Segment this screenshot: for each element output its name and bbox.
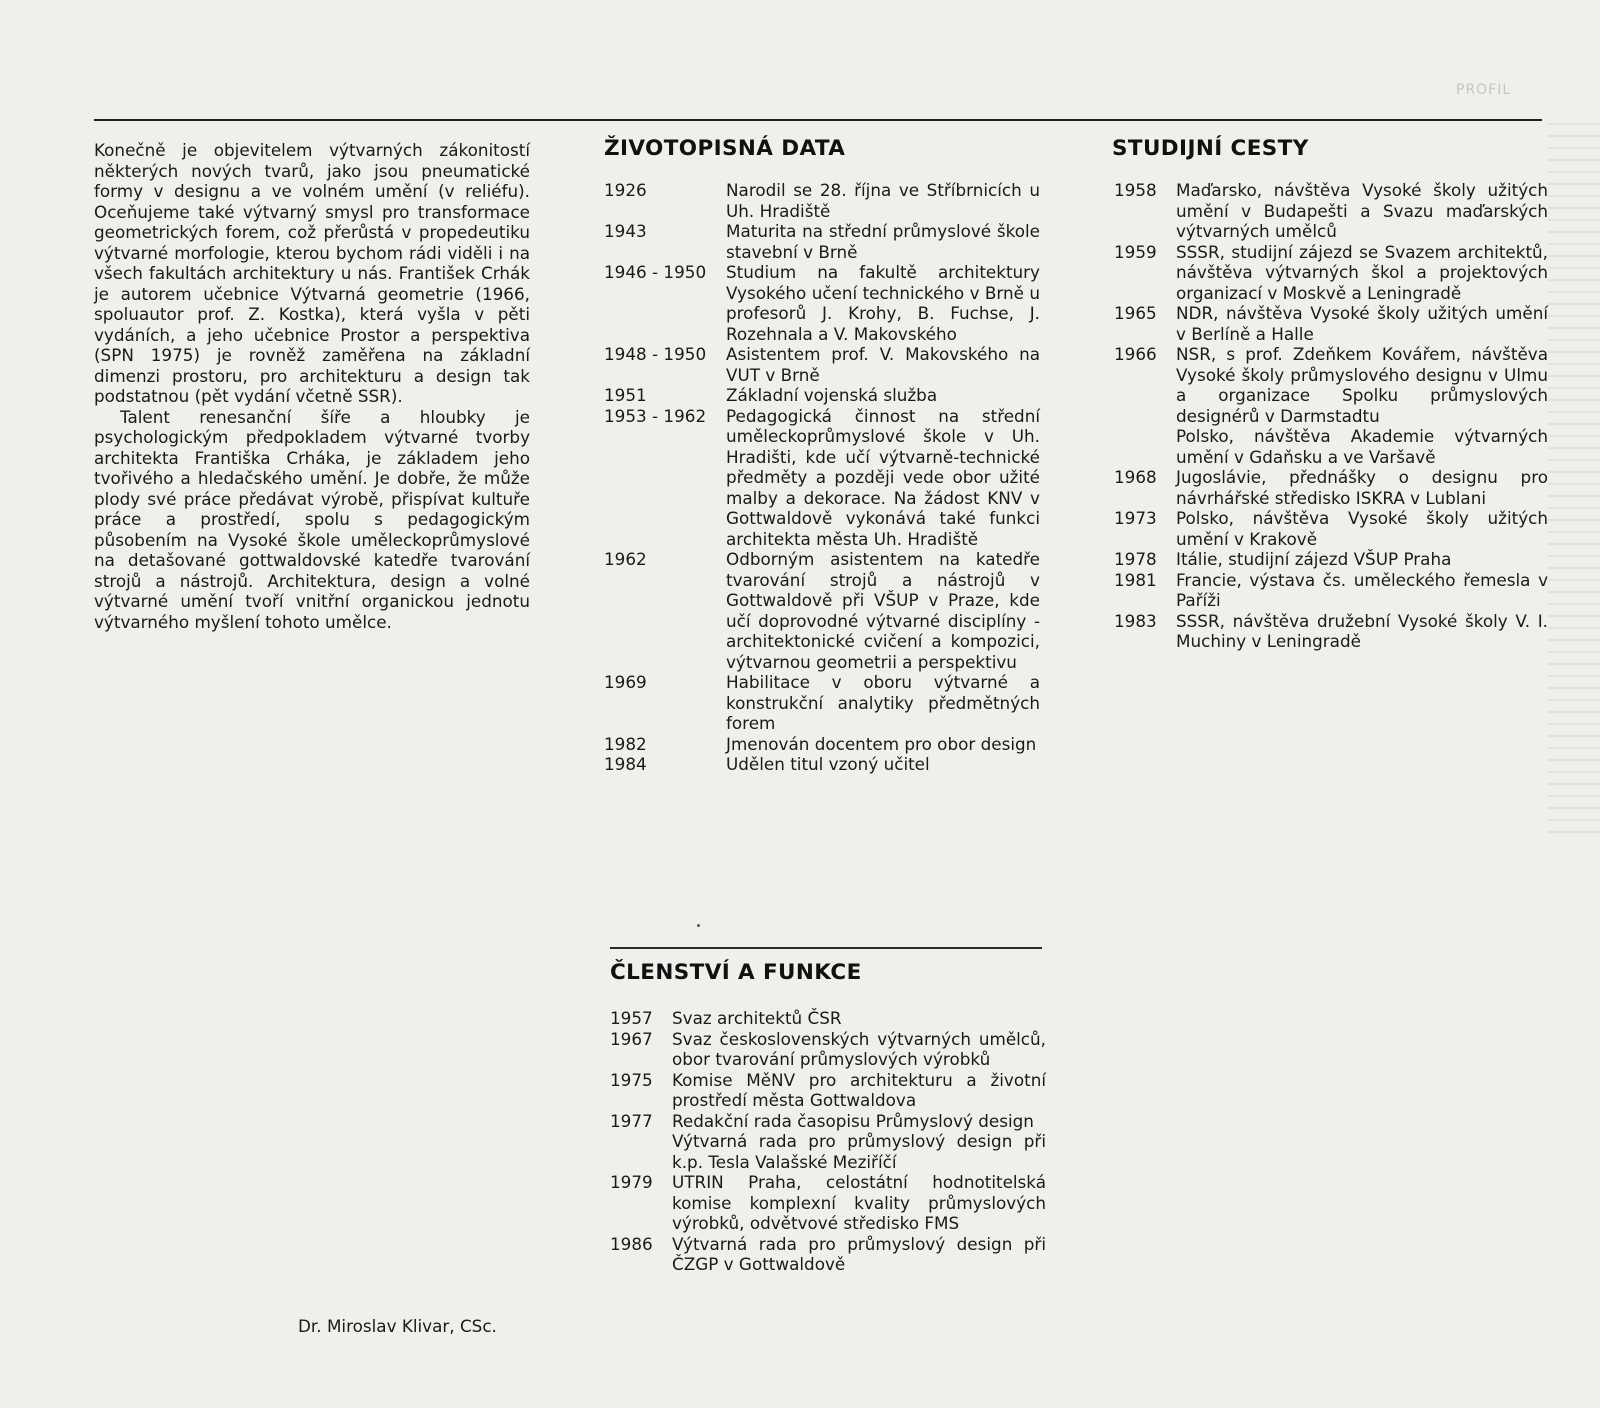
show-through-line bbox=[1548, 183, 1600, 185]
show-through-line bbox=[1548, 663, 1600, 665]
zivotopis-list bbox=[604, 180, 1040, 775]
show-through-line bbox=[1548, 447, 1600, 449]
section-rule bbox=[610, 947, 1042, 949]
list-item bbox=[610, 1070, 1046, 1111]
show-through-line bbox=[1548, 423, 1600, 425]
entry-text: Asistentem prof. V. Makovského na VUT v Brně bbox=[726, 344, 1040, 385]
show-through-line bbox=[1548, 555, 1600, 557]
entry-text: Habilitace v oboru výtvarné a konstrukční analytiky předmětných forem bbox=[726, 672, 1040, 733]
entry-text: Maďarsko, návštěva Vysoké školy užitých umění v Budapešti a Svazu maďarských výtvarných umělců bbox=[1176, 180, 1548, 241]
entry-text: SSSR, studijní zájezd se Svazem architektů, návštěva výtvarných škol a projektových organizací v Moskvě a Leningradě bbox=[1176, 241, 1548, 303]
entry-text: Základní vojenská služba bbox=[726, 385, 938, 405]
show-through-line bbox=[1548, 747, 1600, 749]
show-through-line bbox=[1548, 135, 1600, 137]
entry-text: Narodil se 28. října ve Stříbrnicích u Uh. Hradiště bbox=[726, 180, 1040, 221]
year-label: 1982 bbox=[604, 733, 647, 754]
year-label: 1975 bbox=[610, 1069, 653, 1090]
clenstvi-list bbox=[610, 1008, 1046, 1275]
show-through-line bbox=[1548, 471, 1600, 473]
show-through-line bbox=[1548, 735, 1600, 737]
list-item bbox=[604, 262, 1040, 344]
list-item bbox=[604, 221, 1040, 262]
list-item bbox=[604, 385, 1040, 406]
list-item bbox=[604, 672, 1040, 734]
list-item bbox=[610, 1131, 1046, 1172]
entry-text: Pedagogická činnost na střední uměleckoprůmyslové škole v Uh. Hradišti, kde učí výtvarně-technické předměty a později vede obor užité malby a dekorace. Na žádost KNV v Gottwaldově vykonává také funkci architekta města Uh. Hradiště bbox=[726, 405, 1040, 549]
show-through-line bbox=[1548, 795, 1600, 797]
entry-text: Jugoslávie, přednášky o designu pro návrhářské středisko ISKRA v Lublani bbox=[1176, 467, 1548, 508]
show-through-line bbox=[1548, 819, 1600, 821]
list-item bbox=[1114, 303, 1548, 344]
list-item bbox=[610, 1029, 1046, 1070]
list-item bbox=[1114, 426, 1548, 467]
show-through-line bbox=[1548, 351, 1600, 353]
year-label: 1973 bbox=[1114, 508, 1157, 528]
year-label: 1951 bbox=[604, 385, 647, 405]
show-through-line bbox=[1548, 339, 1600, 341]
stray-dot bbox=[697, 924, 700, 927]
show-through-line bbox=[1548, 771, 1600, 773]
year-label: 1967 bbox=[610, 1028, 653, 1049]
show-through-line bbox=[1548, 567, 1600, 569]
show-through-line bbox=[1548, 807, 1600, 809]
intro-paragraph-1: Konečně je objevitelem výtvarných zákonitostí některých nových tvarů, jako jsou pneumatické formy v designu a ve volném umění (v reliéfu). Oceňujeme také výtvarný smysl pro transformace geometrických forem, což přerůstá v propedeutiku výtvarné morfologie, kterou bychom rádi viděli i na všech fakultách architektury u nás. František Crhák je autorem učebnice Výtvarná geometrie (1966, spoluautor prof. Z. Kostka), která vyšla v pěti vydáních, a jeho učebnice Prostor a perspektiva (SPN 1975) je rovněž zaměřena na základní dimenzi prostoru, pro architekturu a design tak podstatnou (pět vydání včetně SSR). bbox=[94, 140, 530, 406]
year-label: 1958 bbox=[1114, 180, 1157, 200]
list-item bbox=[610, 1172, 1046, 1234]
entry-text: Odborným asistentem na katedře tvarování strojů a nástrojů v Gottwaldově při VŠUP v Praze, kde učí doprovodné výtvarné disciplíny - architektonické cvičení a kompozici, výtvarnou geometrii a perspektivu bbox=[726, 549, 1040, 672]
entry-text: NSR, s prof. Zdeňkem Kovářem, návštěva Vysoké školy průmyslového designu v Ulmu a organizace Spolku průmyslových designérů v Darmstadtu bbox=[1176, 344, 1548, 426]
show-through-line bbox=[1548, 603, 1600, 605]
year-label: 1926 bbox=[604, 180, 647, 200]
list-item bbox=[610, 1008, 1046, 1029]
entry-text: Výtvarná rada pro průmyslový design při ČZGP v Gottwaldově bbox=[672, 1233, 1046, 1274]
top-rule bbox=[94, 119, 1542, 121]
entry-text: Polsko, návštěva Akademie výtvarných umění v Gdaňsku a ve Varšavě bbox=[1176, 426, 1548, 467]
clenstvi-heading: ČLENSTVÍ A FUNKCE bbox=[610, 960, 862, 985]
list-item bbox=[1114, 180, 1548, 242]
year-label: 1943 bbox=[604, 221, 647, 241]
entry-text: Udělen titul vzoný učitel bbox=[726, 754, 930, 774]
show-through-line bbox=[1548, 651, 1600, 653]
entry-text: Studium na fakultě architektury Vysokého učení technického v Brně u profesorů J. Krohy, B. Fuchse, J. Rozehnala a V. Makovského bbox=[726, 262, 1040, 344]
year-label: 1977 bbox=[610, 1110, 653, 1131]
show-through-line bbox=[1548, 723, 1600, 725]
show-through-line bbox=[1548, 495, 1600, 497]
studijni-list bbox=[1114, 180, 1548, 652]
intro-paragraph-2: Talent renesanční šíře a hloubky je psychologickým předpokladem výtvarné tvorby architekta Františka Crháka, je základem jeho tvořivého a hledačského umění. Je dobře, že může plody své práce předávat výrobě, přispívat kultuře práce a prostředí, spolu s pedagogickým působením na Vysoké škole uměleckoprůmyslové na detašované gottwaldovské katedře tvarování strojů a nástrojů. Architektura, design a volné výtvarné umění tvoří vnitřní organickou jednotu výtvarného myšlení tohoto umělce. bbox=[94, 406, 530, 632]
show-through-line bbox=[1548, 219, 1600, 221]
intro-column bbox=[94, 140, 530, 632]
list-item bbox=[1114, 549, 1548, 570]
show-through-line bbox=[1548, 231, 1600, 233]
year-label: 1986 bbox=[610, 1233, 653, 1254]
list-item bbox=[604, 754, 1040, 775]
show-through-line bbox=[1548, 303, 1600, 305]
list-item bbox=[604, 549, 1040, 672]
show-through-line bbox=[1548, 483, 1600, 485]
list-item bbox=[604, 344, 1040, 385]
year-label: 1948 - 1950 bbox=[604, 344, 707, 364]
year-label: 1981 bbox=[1114, 569, 1157, 590]
show-through-line bbox=[1548, 243, 1600, 245]
show-through-line bbox=[1548, 699, 1600, 701]
list-item bbox=[1114, 570, 1548, 611]
show-through-line bbox=[1548, 507, 1600, 509]
show-through-line bbox=[1548, 195, 1600, 197]
year-label: 1966 bbox=[1114, 344, 1157, 364]
show-through-line bbox=[1548, 579, 1600, 581]
list-item bbox=[604, 406, 1040, 550]
year-label: 1978 bbox=[1114, 549, 1157, 569]
show-through-line bbox=[1548, 759, 1600, 761]
list-item bbox=[610, 1234, 1046, 1275]
show-through-line bbox=[1548, 627, 1600, 629]
show-through-line bbox=[1548, 831, 1600, 833]
show-through-line bbox=[1548, 591, 1600, 593]
show-through-line bbox=[1548, 687, 1600, 689]
entry-text: Redakční rada časopisu Průmyslový design bbox=[672, 1110, 1034, 1131]
show-through-line bbox=[1548, 411, 1600, 413]
zivotopis-heading: ŽIVOTOPISNÁ DATA bbox=[604, 136, 846, 161]
entry-text: Maturita na střední průmyslové škole stavební v Brně bbox=[726, 221, 1040, 262]
year-label: 1968 bbox=[1114, 467, 1157, 487]
year-label: 1957 bbox=[610, 1008, 653, 1028]
show-through-line bbox=[1548, 363, 1600, 365]
show-through-line bbox=[1548, 159, 1600, 161]
show-through-line bbox=[1548, 267, 1600, 269]
entry-text: Itálie, studijní zájezd VŠUP Praha bbox=[1176, 549, 1452, 569]
entry-text: Francie, výstava čs. uměleckého řemesla v Paříži bbox=[1176, 569, 1548, 610]
entry-text: SSSR, návštěva družební Vysoké školy V. I. Muchiny v Leningradě bbox=[1176, 610, 1548, 651]
entry-text: Polsko, návštěva Vysoké školy užitých umění v Krakově bbox=[1176, 508, 1548, 549]
author-signature: Dr. Miroslav Klivar, CSc. bbox=[298, 1316, 497, 1336]
entry-text: Svaz architektů ČSR bbox=[672, 1008, 842, 1028]
show-through-line bbox=[1548, 615, 1600, 617]
year-label bbox=[610, 1131, 672, 1172]
entry-text: Komise MěNV pro architekturu a životní prostředí města Gottwaldova bbox=[672, 1069, 1046, 1110]
show-through-text bbox=[1548, 115, 1600, 1345]
year-label: 1962 bbox=[604, 549, 647, 569]
list-item bbox=[1114, 242, 1548, 304]
entry-text: UTRIN Praha, celostátní hodnotitelská komise komplexní kvality průmyslových výrobků, odvětvové středisko FMS bbox=[672, 1172, 1046, 1233]
show-through-line bbox=[1548, 255, 1600, 257]
page-corner-mark: PROFIL bbox=[1456, 82, 1512, 98]
year-label: 1983 bbox=[1114, 610, 1157, 631]
list-item bbox=[1114, 611, 1548, 652]
year-label bbox=[1114, 426, 1176, 467]
year-label: 1959 bbox=[1114, 241, 1157, 262]
show-through-line bbox=[1548, 207, 1600, 209]
show-through-line bbox=[1548, 435, 1600, 437]
list-item bbox=[604, 180, 1040, 221]
year-label: 1984 bbox=[604, 754, 647, 774]
year-label: 1946 - 1950 bbox=[604, 262, 707, 282]
show-through-line bbox=[1548, 291, 1600, 293]
studijni-heading: STUDIJNÍ CESTY bbox=[1112, 136, 1309, 161]
entry-text: NDR, návštěva Vysoké školy užitých umění v Berlíně a Halle bbox=[1176, 303, 1548, 344]
list-item bbox=[610, 1111, 1046, 1132]
show-through-line bbox=[1548, 315, 1600, 317]
list-item bbox=[1114, 508, 1548, 549]
show-through-line bbox=[1548, 375, 1600, 377]
year-label: 1969 bbox=[604, 672, 647, 692]
show-through-line bbox=[1548, 675, 1600, 677]
show-through-line bbox=[1548, 123, 1600, 125]
show-through-line bbox=[1548, 543, 1600, 545]
entry-text: Výtvarná rada pro průmyslový design při k.p. Tesla Valašské Meziříčí bbox=[672, 1131, 1046, 1172]
year-label: 1979 bbox=[610, 1172, 653, 1192]
entry-text: Jmenován docentem pro obor design bbox=[726, 733, 1037, 754]
show-through-line bbox=[1548, 519, 1600, 521]
list-item bbox=[1114, 344, 1548, 426]
show-through-line bbox=[1548, 147, 1600, 149]
show-through-line bbox=[1548, 171, 1600, 173]
show-through-line bbox=[1548, 399, 1600, 401]
show-through-line bbox=[1548, 327, 1600, 329]
list-item bbox=[1114, 467, 1548, 508]
show-through-line bbox=[1548, 459, 1600, 461]
year-label: 1965 bbox=[1114, 303, 1157, 323]
show-through-line bbox=[1548, 711, 1600, 713]
show-through-line bbox=[1548, 639, 1600, 641]
entry-text: Svaz československých výtvarných umělců, obor tvarování průmyslových výrobků bbox=[672, 1028, 1046, 1069]
show-through-line bbox=[1548, 279, 1600, 281]
show-through-line bbox=[1548, 531, 1600, 533]
show-through-line bbox=[1548, 783, 1600, 785]
list-item bbox=[604, 734, 1040, 755]
year-label: 1953 - 1962 bbox=[604, 405, 707, 426]
show-through-line bbox=[1548, 387, 1600, 389]
